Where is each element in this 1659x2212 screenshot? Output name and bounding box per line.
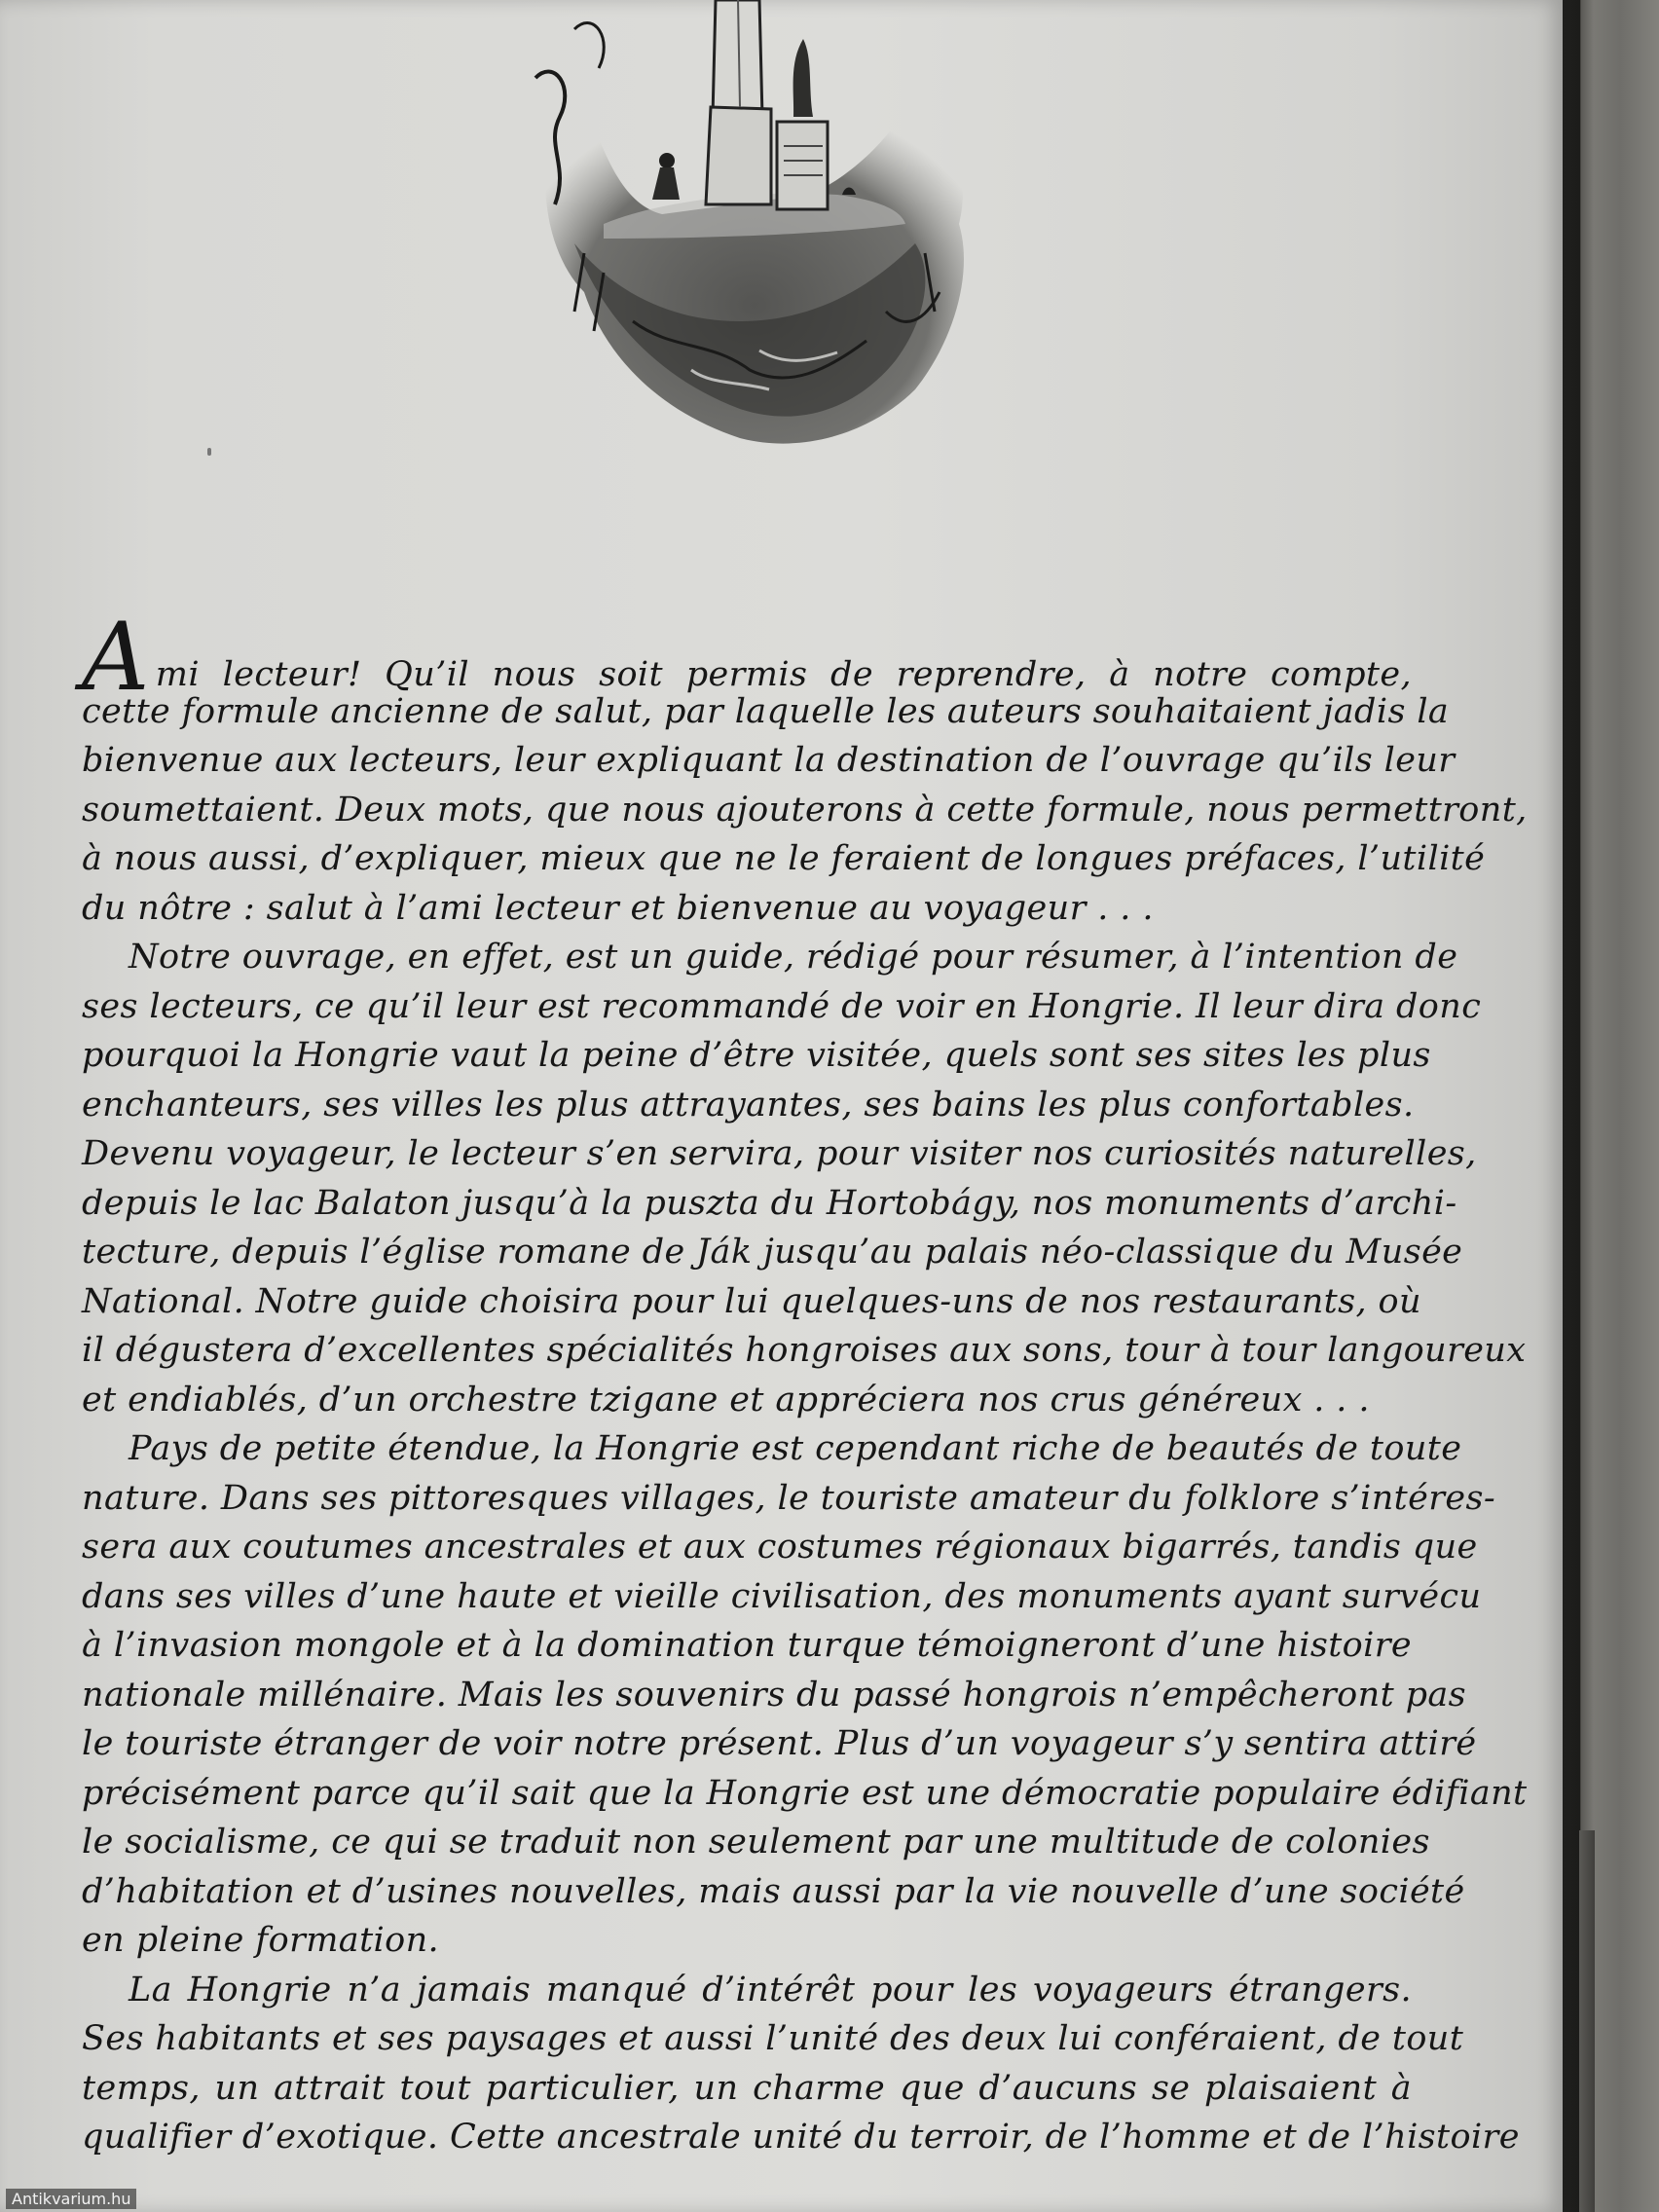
- text-line: Devenu voyageur, le lecteur s’en servira, pour visiter nos curiosités naturelles,: [82, 1134, 1477, 1173]
- text-line: qualifier d’exotique. Cette ancestrale unité du terroir, de l’homme et de l’histoire: [82, 2118, 1520, 2157]
- watermark: Antikvarium.hu: [6, 2189, 136, 2209]
- text-line: dans ses villes d’une haute et vieille civilisation, des monuments ayant survécu: [82, 1576, 1482, 1616]
- text-line: précisément parce qu’il sait que la Hongrie est une démocratie populaire édifiant: [82, 1773, 1528, 1813]
- binding-edge: [1579, 1830, 1595, 2212]
- book-binding: [1563, 0, 1659, 2212]
- text-line: Ami lecteur! Qu’il nous soit permis de reprendre, à notre compte,: [82, 603, 1412, 712]
- paper-speck: [207, 448, 211, 456]
- text-line: sera aux coutumes ancestrales et aux costumes régionaux bigarrés, tandis que: [82, 1528, 1478, 1567]
- text-line: bienvenue aux lecteurs, leur expliquant la destination de l’ouvrage qu’ils leur: [82, 741, 1456, 780]
- text-line: pourquoi la Hongrie vaut la peine d’être visitée, quels sont ses sites les plus: [82, 1036, 1431, 1075]
- text-line: nature. Dans ses pittoresques villages, le touriste amateur du folklore s’intéres-: [82, 1478, 1496, 1518]
- text-line: National. Notre guide choisira pour lui quelques-uns de nos restaurants, où: [82, 1281, 1421, 1321]
- text-line: nationale millénaire. Mais les souvenirs du passé hongrois n’empêcheront pas: [82, 1675, 1467, 1714]
- text-line: Pays de petite étendue, la Hongrie est cependant riche de beautés de toute: [129, 1429, 1462, 1468]
- text-line: La Hongrie n’a jamais manqué d’intérêt pour les voyageurs étrangers.: [129, 1970, 1412, 2009]
- text-line: le socialisme, ce qui se traduit non seulement par une multitude de colonies: [82, 1823, 1430, 1862]
- text-line: il dégustera d’excellentes spécialités hongroises aux sons, tour à tour langoureux: [82, 1331, 1527, 1370]
- text-line: et endiablés, d’un orchestre tzigane et appréciera nos crus généreux . . .: [82, 1380, 1370, 1419]
- text-line: d’habitation et d’usines nouvelles, mais aussi par la vie nouvelle d’une société: [82, 1871, 1465, 1911]
- text-line: Notre ouvrage, en effet, est un guide, rédigé pour résumer, à l’intention de: [129, 938, 1458, 977]
- text-line: du nôtre : salut à l’ami lecteur et bienvenue au voyageur . . .: [82, 888, 1154, 928]
- text-line: soumettaient. Deux mots, que nous ajouterons à cette formule, nous permettront,: [82, 790, 1528, 830]
- text-line: temps, un attrait tout particulier, un charme que d’aucuns se plaisaient à: [82, 2068, 1412, 2108]
- text-line: à l’invasion mongole et à la domination turque témoigneront d’une histoire: [82, 1626, 1412, 1665]
- text-line: ses lecteurs, ce qu’il leur est recommandé de voir en Hongrie. Il leur dira donc: [82, 986, 1482, 1026]
- text-line: en pleine formation.: [82, 1921, 440, 1960]
- text-line: cette formule ancienne de salut, par laquelle les auteurs souhaitaient jadis la: [82, 691, 1450, 731]
- text-line: enchanteurs, ses villes les plus attrayantes, ses bains les plus confortables.: [82, 1085, 1415, 1124]
- body-text: [82, 603, 1528, 2162]
- text-line: depuis le lac Balaton jusqu’à la puszta du Hortobágy, nos monuments d’archi-: [82, 1183, 1457, 1223]
- drop-cap: A: [82, 603, 150, 712]
- text-line: tecture, depuis l’église romane de Ják jusqu’au palais néo-classique du Musée: [82, 1233, 1463, 1272]
- text-line: Ses habitants et ses paysages et aussi l’unité des deux lui conféraient, de tout: [82, 2019, 1464, 2058]
- text-line: à nous aussi, d’expliquer, mieux que ne le feraient de longues préfaces, l’utilité: [82, 839, 1486, 878]
- monument-illustration: [516, 0, 983, 460]
- text-line: le touriste étranger de voir notre présent. Plus d’un voyageur s’y sentira attiré: [82, 1724, 1477, 1763]
